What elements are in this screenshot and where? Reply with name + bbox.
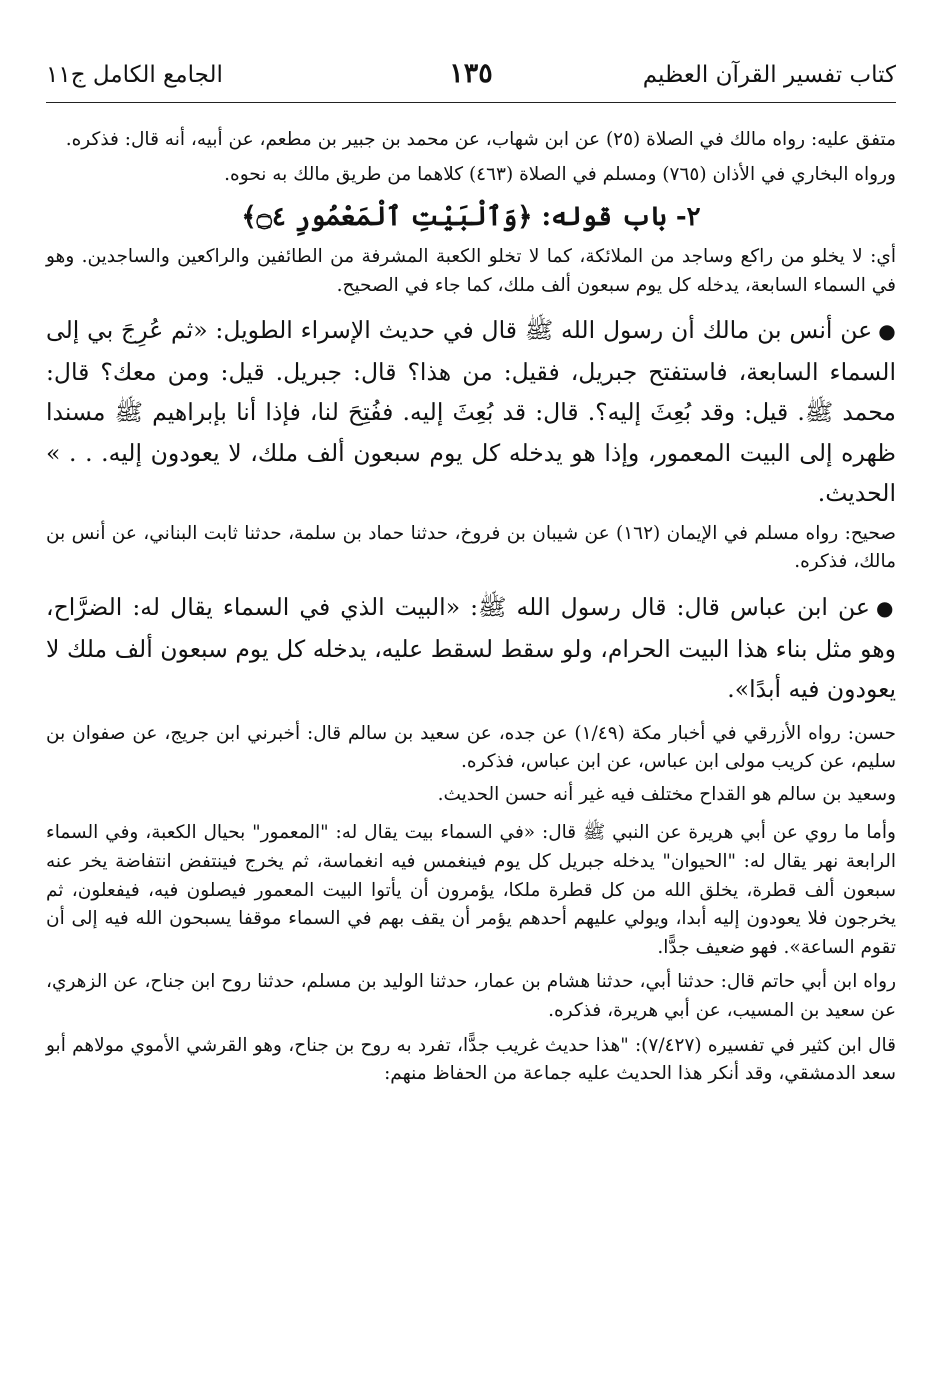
takhrij-paragraph-3: صحيح: رواه مسلم في الإيمان (١٦٢) عن شيبان بن فروخ، حدثنا حماد بن سلمة، حدثنا ثابت البناني، عن أنس بن مالك، فذكره. bbox=[46, 522, 896, 573]
commentary-paragraph: أي: لا يخلو من راكع وساجد من الملائكة، كما لا تخلو الكعبة المشرفة من الطائفين والراكعين والساجدين. وهو في السماء السابعة، يدخله كل يوم سبعون ألف ملك، كما جاء في الصحيح. bbox=[46, 246, 896, 296]
header-rule bbox=[46, 102, 896, 103]
ibn-kathir-quote: قال ابن كثير في تفسيره (٧/٤٢٧): "هذا حديث غريب جدًّا، تفرد به روح بن جناح، وهو القرشي الأموي مولاهم أبو سعد الدمشقي، وقد أنكر هذا الحديث عليه جماعة من الحفاظ منهم: bbox=[46, 1034, 896, 1085]
hadith-anas-text: عن أنس بن مالك أن رسول الله ﷺ قال في حديث الإسراء الطويل: «ثم عُرِجَ بي إلى السماء السابعة، فاستفتح جبريل، فقيل: من هذا؟ قال: جبريل. قيل: ومن معك؟ قال: محمد ﷺ. قيل: وقد بُعِثَ إليه؟. قال: قد بُعِثَ إليه. ففُتِحَ لنا، فإذا أنا بإبراهيم ﷺ مسندا ظهره إلى البيت المعمور، وإذا هو يدخله كل يوم سبعون ألف ملك، لا يعودون إليه. . . » الحديث. bbox=[46, 316, 896, 508]
page-content bbox=[46, 106, 896, 1089]
takhrij-paragraph-4: حسن: رواه الأزرقي في أخبار مكة (١/٤٩) عن جده، عن سعيد بن سالم قال: أخبرني ابن جريج، عن صفوان بن سليم، عن كريب مولى ابن عباس، عن ابن عباس، فذكره. bbox=[46, 722, 896, 773]
volume-title: الجامع الكامل ج١١ bbox=[46, 62, 223, 88]
weak-hadith-paragraph: وأما ما روي عن أبي هريرة عن النبي ﷺ قال: «في السماء بيت يقال له: "المعمور" بحيال الكعبة، وفي السماء الرابعة نهر يقال له: "الحيوان" يدخله جبريل كل يوم فينغمس فيه انغماسة، ثم يخرج فينتفض انتفاضة يخر عنه سبعون ألف قطرة، يخلق الله من كل قطرة ملكا، يؤمرون أن يأتوا البيت المعمور فيصلون فيه، فيفعلون، ثم يخرجون فلا يعودون إليه أبدا، ويولي عليهم أحدهم يؤمر أن يقف بهم في السماء موقفا يسبحون الله فيه إلى أن تقوم الساعة». فهو ضعيف جدًّا. bbox=[46, 822, 896, 958]
takhrij-paragraph-1: متفق عليه: رواه مالك في الصلاة (٢٥) عن ابن شهاب، عن محمد بن جبير بن مطعم، عن أبيه، أنه قال: فذكره. bbox=[65, 129, 896, 150]
page-header bbox=[46, 0, 896, 106]
narrator-note: وسعيد بن سالم هو القداح مختلف فيه غير أنه حسن الحديث. bbox=[437, 783, 896, 805]
bullet-icon: ● bbox=[878, 319, 897, 344]
page-number: ١٣٥ bbox=[449, 58, 493, 89]
hadith-anas bbox=[46, 310, 896, 514]
hadith-ibn-abbas bbox=[46, 587, 896, 710]
bullet-icon: ● bbox=[875, 596, 897, 621]
chapter-heading: ٢- باب قوله: ﴿وَٱلْبَيْتِ ٱلْمَعْمُورِ ۝٤﴾ bbox=[241, 202, 701, 233]
hadith-ibn-abbas-text: عن ابن عباس قال: قال رسول الله ﷺ: «البيت الذي في السماء يقال له: الضرَّاح، وهو مثل بناء هذا البيت الحرام، ولو سقط لسقط عليه، يدخله كل يوم سبعون ألف ملك لا يعودون فيه أبدًا». bbox=[46, 593, 896, 704]
book-title: كتاب تفسير القرآن العظيم bbox=[642, 62, 896, 88]
takhrij-paragraph-5: رواه ابن أبي حاتم قال: حدثنا أبي، حدثنا هشام بن عمار، حدثنا الوليد بن مسلم، حدثنا روح ابن جناح، عن الزهري، عن سعيد بن المسيب، عن أبي هريرة، فذكره. bbox=[46, 971, 896, 1021]
takhrij-paragraph-2: ورواه البخاري في الأذان (٧٦٥) ومسلم في الصلاة (٤٦٣) كلاهما من طريق مالك به نحوه. bbox=[224, 163, 896, 185]
